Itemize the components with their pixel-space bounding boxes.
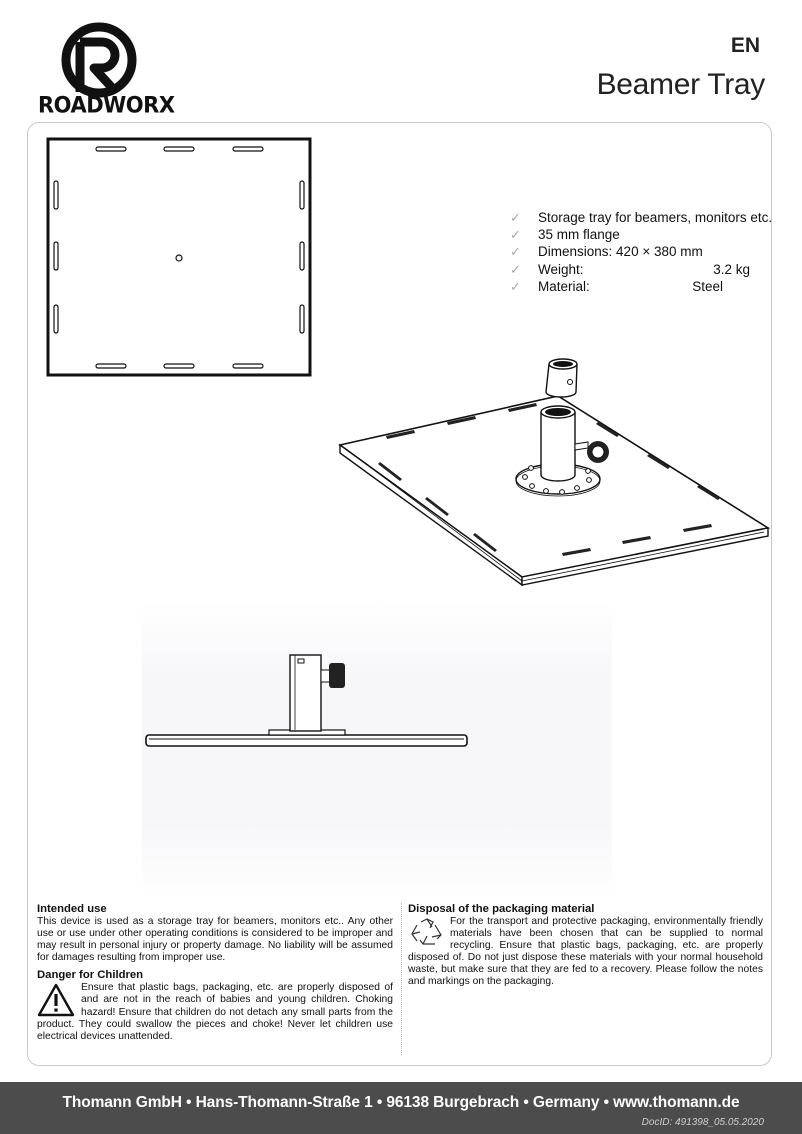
check-icon: ✓ [510, 227, 521, 243]
disposal-title: Disposal of the packaging material [408, 903, 595, 915]
page-title: Beamer Tray [596, 68, 765, 101]
intended-use-text: This device is used as a storage tray for beamers, monitors etc.. Any other use or use under other operating conditions is considered to be improper and may result in personal injury or property damage. No liability will be assumed for damages resulting from improper use. [37, 916, 393, 964]
list-item [510, 262, 772, 279]
safety-column-right [408, 903, 763, 989]
perspective-view-drawing [336, 352, 772, 590]
list-item [510, 227, 772, 244]
feature-label: Dimensions: [538, 244, 613, 260]
check-icon: ✓ [510, 261, 521, 277]
list-item [510, 210, 772, 227]
footer-address: Thomann GmbH • Hans-Thomann-Straße 1 • 96138 Burgebrach • Germany • www.thomann.de [62, 1094, 740, 1111]
safety-column-left [37, 903, 393, 1043]
list-item [510, 244, 772, 261]
check-icon: ✓ [510, 210, 521, 225]
warning-triangle-icon [37, 983, 75, 1017]
check-icon: ✓ [510, 278, 521, 294]
feature-label: Material: [538, 278, 590, 294]
column-divider [401, 903, 402, 1055]
children-danger-text: Ensure that plastic bags, packaging, etc. are properly disposed of and are not in the reach of babies and young children. Choking hazard! Ensure that children do not detach any small parts from the product. They could swallow the pieces and choke! Never let children use electrical devices unattended. [37, 982, 393, 1042]
disposal-text: For the transport and protective packaging, environmentally friendly materials have been chosen that can be supplied to normal recycling. Ensure that plastic bags, packaging, etc. are properly disposed of. Do not just dispose these materials with your normal household waste, but make sure that they are fed to a recovery. Please follow the notes and markings on the packaging. [408, 916, 763, 988]
language-code: EN [730, 34, 760, 57]
side-view-drawing [143, 650, 471, 750]
top-view-drawing [46, 137, 312, 379]
recycle-icon [408, 916, 446, 952]
feature-value: Steel [692, 278, 723, 294]
intended-use-title: Intended use [37, 903, 107, 915]
feature-text: Storage tray for beamers, monitors etc. [538, 210, 773, 225]
document-id: DocID: 491398_05.05.2020 [641, 1117, 764, 1128]
feature-list [510, 210, 772, 296]
children-danger-title: Danger for Children [37, 969, 144, 982]
check-icon: ✓ [510, 244, 521, 260]
feature-text: 35 mm flange [538, 227, 620, 243]
feature-value: 3.2 kg [713, 261, 750, 277]
brand-logo-text: ROADWORX [38, 92, 175, 118]
feature-value: 420 × 380 mm [616, 244, 703, 260]
feature-label: Weight: [538, 261, 584, 277]
list-item [510, 279, 772, 296]
footer [0, 1082, 802, 1134]
figure-shade [142, 600, 612, 900]
